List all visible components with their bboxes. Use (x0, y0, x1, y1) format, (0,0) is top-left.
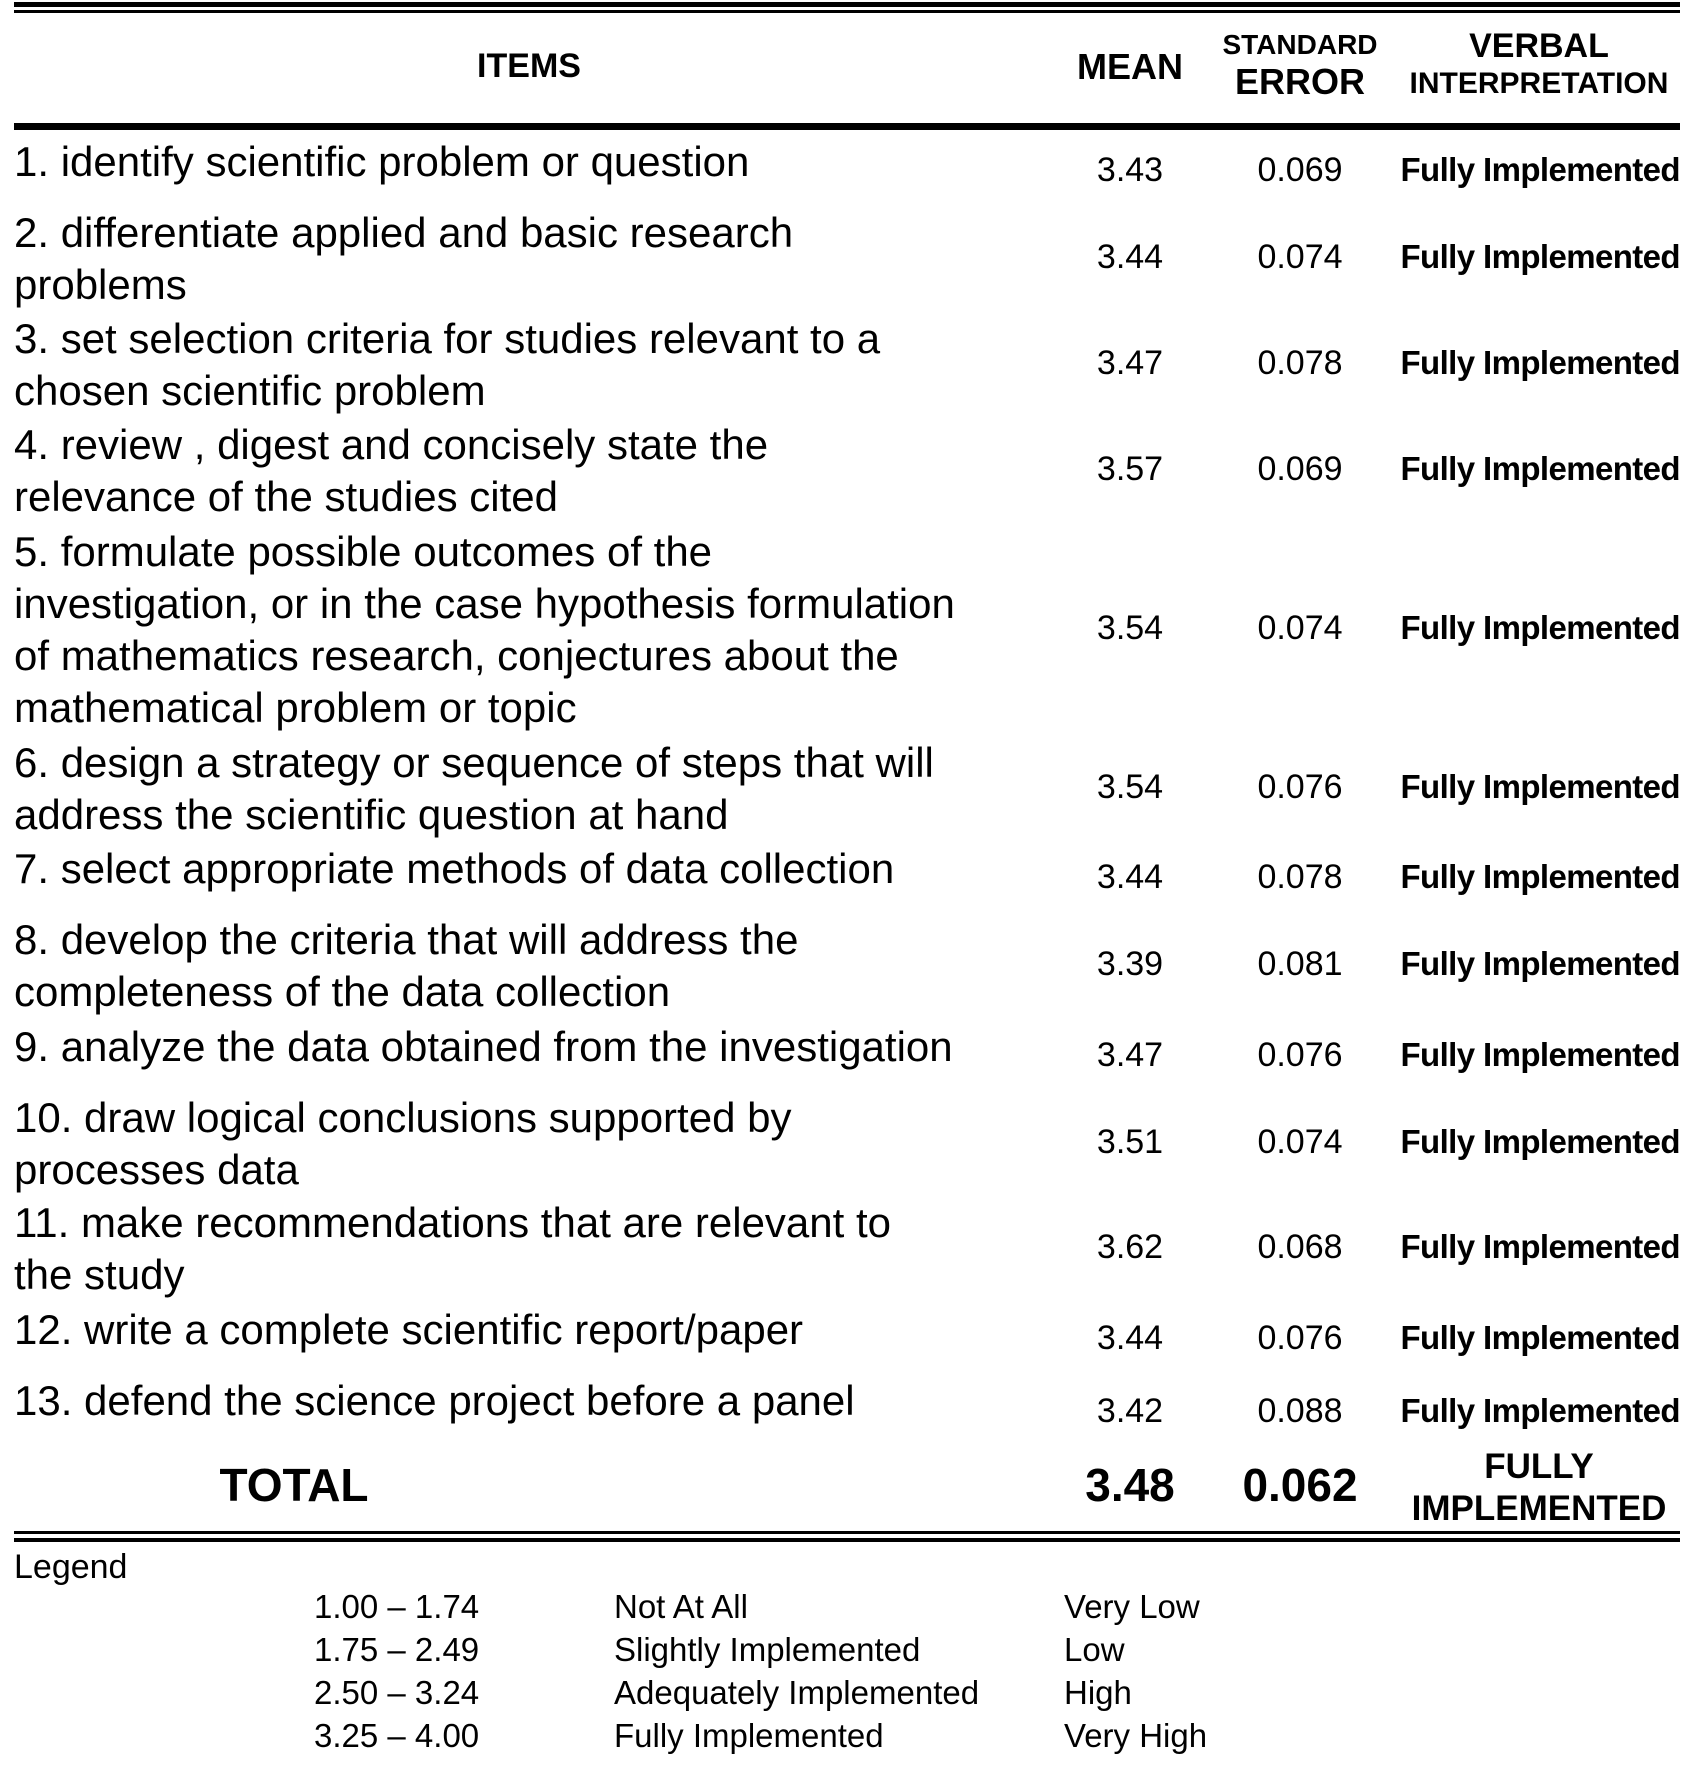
row-item-text: 9. analyze the data obtained from the investigation (14, 1023, 953, 1070)
row-standard-error: 0.076 (1257, 1319, 1343, 1357)
table-row (0, 419, 1681, 523)
table-row (0, 526, 1681, 736)
legend-range: 1.00 – 1.74 (314, 1588, 480, 1625)
row-standard-error: 0.074 (1257, 1123, 1343, 1161)
header-items: ITEMS (477, 47, 581, 85)
header-verbal-interpretation (1398, 26, 1680, 102)
bottom-rule-thick (14, 1538, 1680, 1542)
row-verbal-interpretation: Fully Implemented (1400, 768, 1680, 805)
legend-entry (0, 1717, 1681, 1761)
row-verbal-interpretation: Fully Implemented (1400, 151, 1680, 188)
total-vi-line2: IMPLEMENTED (1411, 1489, 1667, 1528)
header-mean: MEAN (1077, 46, 1183, 87)
header-se-line1: STANDARD (1222, 29, 1378, 60)
table-row (0, 1092, 1681, 1196)
row-standard-error: 0.081 (1257, 945, 1343, 983)
row-item-text: 8. develop the criteria that will address the completeness of the data collection (14, 916, 799, 1015)
table-row (0, 914, 1681, 1018)
row-standard-error: 0.078 (1257, 344, 1343, 382)
legend-entry (0, 1588, 1681, 1632)
row-standard-error: 0.088 (1257, 1392, 1343, 1430)
row-verbal-interpretation: Fully Implemented (1400, 945, 1680, 982)
header-vi-line2: INTERPRETATION (1409, 67, 1669, 101)
legend-entry (0, 1674, 1681, 1718)
row-item-text: 12. write a complete scientific report/paper (14, 1306, 804, 1353)
total-standard-error: 0.062 (1242, 1459, 1358, 1511)
legend-label: Slightly Implemented (614, 1631, 921, 1668)
table-row (0, 737, 1681, 841)
legend-level: Very High (1064, 1717, 1208, 1754)
row-item-text: 13. defend the science project before a panel (14, 1377, 855, 1424)
row-mean: 3.62 (1096, 1228, 1164, 1266)
row-verbal-interpretation: Fully Implemented (1400, 1392, 1680, 1429)
row-item-text: 11. make recommendations that are relevant to the study (14, 1199, 892, 1298)
row-standard-error: 0.069 (1257, 450, 1343, 488)
bottom-rule-thin (14, 1531, 1680, 1534)
row-mean: 3.54 (1096, 768, 1164, 806)
row-standard-error: 0.076 (1257, 768, 1343, 806)
table-row (0, 1197, 1681, 1301)
row-verbal-interpretation: Fully Implemented (1400, 450, 1680, 487)
row-standard-error: 0.078 (1257, 858, 1343, 896)
row-verbal-interpretation: Fully Implemented (1400, 609, 1680, 646)
total-verbal-interpretation (1398, 1446, 1680, 1530)
row-item-text: 6. design a strategy or sequence of steps that will address the scientific question at hand (14, 739, 934, 838)
row-mean: 3.44 (1096, 858, 1164, 896)
legend-label: Adequately Implemented (614, 1674, 980, 1711)
total-vi-line1: FULLY (1484, 1447, 1594, 1486)
row-mean: 3.39 (1096, 945, 1164, 983)
top-rule-thin (14, 10, 1680, 13)
row-mean: 3.44 (1096, 1319, 1164, 1357)
row-item-text: 1. identify scientific problem or question (14, 138, 750, 185)
row-standard-error: 0.076 (1257, 1036, 1343, 1074)
table-row (0, 1304, 1681, 1370)
row-verbal-interpretation: Fully Implemented (1400, 1036, 1680, 1073)
table-row (0, 1375, 1681, 1441)
row-verbal-interpretation: Fully Implemented (1400, 1319, 1680, 1356)
legend-level: High (1064, 1674, 1132, 1711)
total-mean: 3.48 (1085, 1459, 1175, 1511)
legend-label: Not At All (614, 1588, 748, 1625)
header-se-line2: ERROR (1234, 61, 1365, 103)
legend-title: Legend (14, 1548, 128, 1586)
table-row (0, 1021, 1681, 1087)
header-vi-line1: VERBAL (1469, 27, 1609, 65)
header-rule (14, 123, 1680, 130)
legend-range: 3.25 – 4.00 (314, 1717, 480, 1754)
legend-label: Fully Implemented (614, 1717, 884, 1754)
row-item-text: 5. formulate possible outcomes of the investigation, or in the case hypothesis formulation of mathematics research, conjectures about the mathematical problem or topic (14, 528, 955, 731)
row-mean: 3.47 (1096, 344, 1164, 382)
row-mean: 3.44 (1096, 238, 1164, 276)
row-standard-error: 0.074 (1257, 609, 1343, 647)
table-row (0, 843, 1681, 909)
row-mean: 3.42 (1096, 1392, 1164, 1430)
header-standard-error (1200, 28, 1400, 104)
row-mean: 3.54 (1096, 609, 1164, 647)
legend-range: 2.50 – 3.24 (314, 1674, 480, 1711)
total-label: TOTAL (219, 1459, 369, 1511)
row-standard-error: 0.069 (1257, 151, 1343, 189)
table-row (0, 313, 1681, 417)
row-standard-error: 0.068 (1257, 1228, 1343, 1266)
legend-level: Very Low (1064, 1588, 1200, 1625)
table-row (0, 207, 1681, 311)
row-item-text: 10. draw logical conclusions supported by processes data (14, 1094, 792, 1193)
row-standard-error: 0.074 (1257, 238, 1343, 276)
row-verbal-interpretation: Fully Implemented (1400, 238, 1680, 275)
row-mean: 3.57 (1096, 450, 1164, 488)
row-item-text: 7. select appropriate methods of data collection (14, 845, 895, 892)
row-verbal-interpretation: Fully Implemented (1400, 1228, 1680, 1265)
row-item-text: 2. differentiate applied and basic research problems (14, 209, 794, 308)
row-item-text: 4. review , digest and concisely state the relevance of the studies cited (14, 421, 769, 520)
row-verbal-interpretation: Fully Implemented (1400, 344, 1680, 381)
legend-range: 1.75 – 2.49 (314, 1631, 480, 1668)
legend-entry (0, 1631, 1681, 1675)
row-item-text: 3. set selection criteria for studies relevant to a chosen scientific problem (14, 315, 881, 414)
table-row (0, 136, 1681, 200)
row-mean: 3.43 (1096, 151, 1164, 189)
row-mean: 3.51 (1096, 1123, 1164, 1161)
row-mean: 3.47 (1096, 1036, 1164, 1074)
top-rule-thick (14, 2, 1680, 7)
row-verbal-interpretation: Fully Implemented (1400, 858, 1680, 895)
legend-level: Low (1064, 1631, 1125, 1668)
row-verbal-interpretation: Fully Implemented (1400, 1123, 1680, 1160)
